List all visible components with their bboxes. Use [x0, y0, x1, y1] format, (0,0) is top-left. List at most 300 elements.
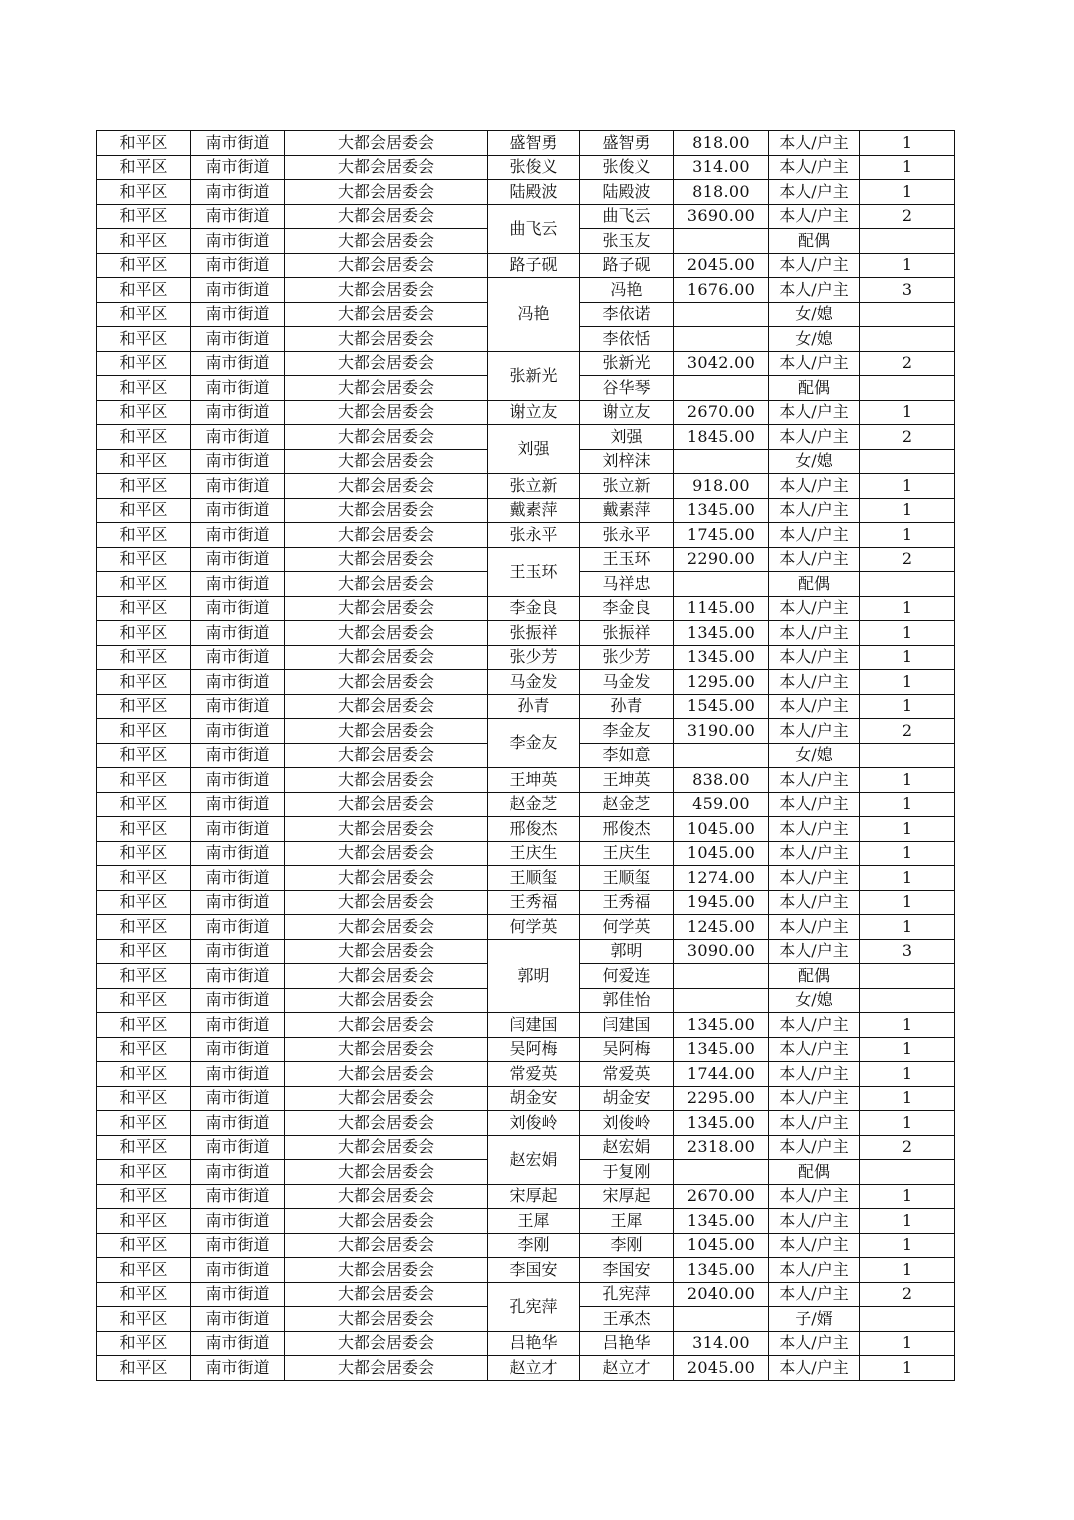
- committee-cell: 大都会居委会: [285, 1086, 488, 1111]
- district-cell: 和平区: [97, 1356, 191, 1381]
- count-cell: [860, 1307, 955, 1332]
- household-head-cell: 冯艳: [488, 278, 580, 352]
- count-cell: 1: [860, 1086, 955, 1111]
- count-cell: 1: [860, 596, 955, 621]
- member-name-cell: 李刚: [580, 1233, 674, 1258]
- relation-cell: 本人/户主: [769, 425, 860, 450]
- amount-cell: 1345.00: [674, 645, 769, 670]
- relation-cell: 本人/户主: [769, 670, 860, 695]
- member-name-cell: 赵宏娟: [580, 1135, 674, 1160]
- count-cell: [860, 327, 955, 352]
- amount-cell: 2670.00: [674, 400, 769, 425]
- member-name-cell: 吴阿梅: [580, 1037, 674, 1062]
- committee-cell: 大都会居委会: [285, 1013, 488, 1038]
- district-cell: 和平区: [97, 327, 191, 352]
- committee-cell: 大都会居委会: [285, 351, 488, 376]
- count-cell: 1: [860, 400, 955, 425]
- amount-cell: 1045.00: [674, 817, 769, 842]
- district-cell: 和平区: [97, 1160, 191, 1185]
- amount-cell: [674, 743, 769, 768]
- committee-cell: 大都会居委会: [285, 915, 488, 940]
- relation-cell: 本人/户主: [769, 1037, 860, 1062]
- count-cell: 1: [860, 1209, 955, 1234]
- count-cell: 2: [860, 351, 955, 376]
- relation-cell: 本人/户主: [769, 621, 860, 646]
- household-head-cell: 李刚: [488, 1233, 580, 1258]
- district-cell: 和平区: [97, 400, 191, 425]
- committee-cell: 大都会居委会: [285, 1258, 488, 1283]
- table-row: [97, 547, 955, 572]
- count-cell: [860, 743, 955, 768]
- district-cell: 和平区: [97, 498, 191, 523]
- street-cell: 南市街道: [191, 621, 285, 646]
- relation-cell: 配偶: [769, 1160, 860, 1185]
- street-cell: 南市街道: [191, 229, 285, 254]
- count-cell: 1: [860, 498, 955, 523]
- relation-cell: 本人/户主: [769, 498, 860, 523]
- count-cell: 1: [860, 694, 955, 719]
- household-head-cell: 何学英: [488, 915, 580, 940]
- amount-cell: 2040.00: [674, 1282, 769, 1307]
- member-name-cell: 郭明: [580, 939, 674, 964]
- street-cell: 南市街道: [191, 327, 285, 352]
- amount-cell: [674, 1160, 769, 1185]
- table-row: [97, 1135, 955, 1160]
- member-name-cell: 马金发: [580, 670, 674, 695]
- amount-cell: 1745.00: [674, 523, 769, 548]
- member-name-cell: 王坤英: [580, 768, 674, 793]
- committee-cell: 大都会居委会: [285, 817, 488, 842]
- relation-cell: 本人/户主: [769, 1233, 860, 1258]
- member-name-cell: 谢立友: [580, 400, 674, 425]
- street-cell: 南市街道: [191, 988, 285, 1013]
- member-name-cell: 李金良: [580, 596, 674, 621]
- table-row: [97, 621, 955, 646]
- relation-cell: 女/媳: [769, 302, 860, 327]
- member-name-cell: 张振祥: [580, 621, 674, 646]
- street-cell: 南市街道: [191, 400, 285, 425]
- committee-cell: 大都会居委会: [285, 743, 488, 768]
- amount-cell: 314.00: [674, 155, 769, 180]
- committee-cell: 大都会居委会: [285, 523, 488, 548]
- district-cell: 和平区: [97, 474, 191, 499]
- street-cell: 南市街道: [191, 866, 285, 891]
- count-cell: 1: [860, 180, 955, 205]
- household-head-cell: 张振祥: [488, 621, 580, 646]
- member-name-cell: 胡金安: [580, 1086, 674, 1111]
- table-row: [97, 1086, 955, 1111]
- committee-cell: 大都会居委会: [285, 204, 488, 229]
- amount-cell: [674, 964, 769, 989]
- member-name-cell: 张立新: [580, 474, 674, 499]
- committee-cell: 大都会居委会: [285, 1282, 488, 1307]
- relation-cell: 配偶: [769, 964, 860, 989]
- member-name-cell: 盛智勇: [580, 131, 674, 156]
- table-row: [97, 670, 955, 695]
- amount-cell: 2045.00: [674, 253, 769, 278]
- relation-cell: 本人/户主: [769, 792, 860, 817]
- table-row: [97, 1356, 955, 1381]
- committee-cell: 大都会居委会: [285, 1233, 488, 1258]
- district-cell: 和平区: [97, 204, 191, 229]
- household-head-cell: 路子砚: [488, 253, 580, 278]
- count-cell: [860, 302, 955, 327]
- table-row: [97, 1184, 955, 1209]
- table-row: [97, 180, 955, 205]
- table-row: [97, 523, 955, 548]
- member-name-cell: 陆殿波: [580, 180, 674, 205]
- household-head-cell: 张俊义: [488, 155, 580, 180]
- district-cell: 和平区: [97, 694, 191, 719]
- street-cell: 南市街道: [191, 449, 285, 474]
- member-name-cell: 李金友: [580, 719, 674, 744]
- amount-cell: 1045.00: [674, 1233, 769, 1258]
- amount-cell: 1274.00: [674, 866, 769, 891]
- district-cell: 和平区: [97, 1037, 191, 1062]
- count-cell: 3: [860, 939, 955, 964]
- table-row: [97, 1258, 955, 1283]
- street-cell: 南市街道: [191, 694, 285, 719]
- amount-cell: 1845.00: [674, 425, 769, 450]
- district-cell: 和平区: [97, 302, 191, 327]
- district-cell: 和平区: [97, 278, 191, 303]
- amount-cell: 1676.00: [674, 278, 769, 303]
- member-name-cell: 何学英: [580, 915, 674, 940]
- district-cell: 和平区: [97, 817, 191, 842]
- committee-cell: 大都会居委会: [285, 890, 488, 915]
- street-cell: 南市街道: [191, 670, 285, 695]
- amount-cell: 2290.00: [674, 547, 769, 572]
- member-name-cell: 张新光: [580, 351, 674, 376]
- street-cell: 南市街道: [191, 253, 285, 278]
- street-cell: 南市街道: [191, 155, 285, 180]
- relation-cell: 本人/户主: [769, 890, 860, 915]
- member-name-cell: 王秀福: [580, 890, 674, 915]
- district-cell: 和平区: [97, 1184, 191, 1209]
- district-cell: 和平区: [97, 253, 191, 278]
- household-head-cell: 李金友: [488, 719, 580, 768]
- member-name-cell: 刘俊岭: [580, 1111, 674, 1136]
- district-cell: 和平区: [97, 841, 191, 866]
- count-cell: 1: [860, 1184, 955, 1209]
- amount-cell: 1345.00: [674, 1209, 769, 1234]
- count-cell: 1: [860, 841, 955, 866]
- district-cell: 和平区: [97, 988, 191, 1013]
- relation-cell: 本人/户主: [769, 180, 860, 205]
- relation-cell: 本人/户主: [769, 253, 860, 278]
- count-cell: [860, 1160, 955, 1185]
- district-cell: 和平区: [97, 351, 191, 376]
- table-row: [97, 278, 955, 303]
- relation-cell: 本人/户主: [769, 939, 860, 964]
- committee-cell: 大都会居委会: [285, 376, 488, 401]
- amount-cell: 818.00: [674, 180, 769, 205]
- district-cell: 和平区: [97, 1307, 191, 1332]
- table-row: [97, 915, 955, 940]
- committee-cell: 大都会居委会: [285, 1331, 488, 1356]
- member-name-cell: 李依诺: [580, 302, 674, 327]
- relation-cell: 本人/户主: [769, 351, 860, 376]
- count-cell: [860, 988, 955, 1013]
- household-head-cell: 邢俊杰: [488, 817, 580, 842]
- household-head-cell: 马金发: [488, 670, 580, 695]
- relation-cell: 本人/户主: [769, 1184, 860, 1209]
- amount-cell: [674, 1307, 769, 1332]
- committee-cell: 大都会居委会: [285, 547, 488, 572]
- count-cell: [860, 964, 955, 989]
- relation-cell: 女/媳: [769, 743, 860, 768]
- household-head-cell: 孙青: [488, 694, 580, 719]
- street-cell: 南市街道: [191, 1282, 285, 1307]
- household-head-cell: 宋厚起: [488, 1184, 580, 1209]
- relation-cell: 子/婿: [769, 1307, 860, 1332]
- amount-cell: [674, 988, 769, 1013]
- relation-cell: 配偶: [769, 572, 860, 597]
- relation-cell: 本人/户主: [769, 817, 860, 842]
- street-cell: 南市街道: [191, 425, 285, 450]
- district-cell: 和平区: [97, 1013, 191, 1038]
- member-name-cell: 王承杰: [580, 1307, 674, 1332]
- count-cell: 1: [860, 1111, 955, 1136]
- relation-cell: 本人/户主: [769, 694, 860, 719]
- committee-cell: 大都会居委会: [285, 474, 488, 499]
- count-cell: [860, 572, 955, 597]
- district-cell: 和平区: [97, 1282, 191, 1307]
- household-head-cell: 盛智勇: [488, 131, 580, 156]
- committee-cell: 大都会居委会: [285, 229, 488, 254]
- household-head-cell: 吴阿梅: [488, 1037, 580, 1062]
- street-cell: 南市街道: [191, 645, 285, 670]
- member-name-cell: 路子砚: [580, 253, 674, 278]
- count-cell: 1: [860, 792, 955, 817]
- household-head-cell: 戴素萍: [488, 498, 580, 523]
- amount-cell: 1345.00: [674, 621, 769, 646]
- table-row: [97, 253, 955, 278]
- relation-cell: 本人/户主: [769, 400, 860, 425]
- street-cell: 南市街道: [191, 792, 285, 817]
- committee-cell: 大都会居委会: [285, 694, 488, 719]
- street-cell: 南市街道: [191, 939, 285, 964]
- street-cell: 南市街道: [191, 1160, 285, 1185]
- member-name-cell: 孔宪萍: [580, 1282, 674, 1307]
- table-row: [97, 400, 955, 425]
- committee-cell: 大都会居委会: [285, 327, 488, 352]
- count-cell: 2: [860, 204, 955, 229]
- relation-cell: 本人/户主: [769, 547, 860, 572]
- table-row: [97, 1209, 955, 1234]
- count-cell: 1: [860, 915, 955, 940]
- amount-cell: 3042.00: [674, 351, 769, 376]
- street-cell: 南市街道: [191, 841, 285, 866]
- street-cell: 南市街道: [191, 180, 285, 205]
- household-head-cell: 张少芳: [488, 645, 580, 670]
- relation-cell: 本人/户主: [769, 645, 860, 670]
- district-cell: 和平区: [97, 792, 191, 817]
- member-name-cell: 刘强: [580, 425, 674, 450]
- relation-cell: 配偶: [769, 229, 860, 254]
- district-cell: 和平区: [97, 131, 191, 156]
- amount-cell: [674, 376, 769, 401]
- relation-cell: 本人/户主: [769, 915, 860, 940]
- table-row: [97, 719, 955, 744]
- table-row: [97, 596, 955, 621]
- member-name-cell: 刘梓沫: [580, 449, 674, 474]
- relation-cell: 配偶: [769, 376, 860, 401]
- street-cell: 南市街道: [191, 890, 285, 915]
- district-cell: 和平区: [97, 1135, 191, 1160]
- street-cell: 南市街道: [191, 596, 285, 621]
- amount-cell: 1345.00: [674, 1013, 769, 1038]
- table-row: [97, 204, 955, 229]
- member-name-cell: 李依恬: [580, 327, 674, 352]
- household-head-cell: 刘俊岭: [488, 1111, 580, 1136]
- amount-cell: 838.00: [674, 768, 769, 793]
- district-cell: 和平区: [97, 425, 191, 450]
- district-cell: 和平区: [97, 449, 191, 474]
- member-name-cell: 张俊义: [580, 155, 674, 180]
- table-row: [97, 694, 955, 719]
- table-row: [97, 155, 955, 180]
- street-cell: 南市街道: [191, 1258, 285, 1283]
- street-cell: 南市街道: [191, 498, 285, 523]
- table-row: [97, 498, 955, 523]
- relation-cell: 本人/户主: [769, 1356, 860, 1381]
- household-head-cell: 孔宪萍: [488, 1282, 580, 1331]
- committee-cell: 大都会居委会: [285, 1209, 488, 1234]
- committee-cell: 大都会居委会: [285, 621, 488, 646]
- district-cell: 和平区: [97, 1258, 191, 1283]
- committee-cell: 大都会居委会: [285, 155, 488, 180]
- street-cell: 南市街道: [191, 1209, 285, 1234]
- member-name-cell: 张玉友: [580, 229, 674, 254]
- street-cell: 南市街道: [191, 1062, 285, 1087]
- committee-cell: 大都会居委会: [285, 841, 488, 866]
- street-cell: 南市街道: [191, 547, 285, 572]
- district-cell: 和平区: [97, 964, 191, 989]
- street-cell: 南市街道: [191, 572, 285, 597]
- amount-cell: 3090.00: [674, 939, 769, 964]
- street-cell: 南市街道: [191, 1307, 285, 1332]
- district-cell: 和平区: [97, 939, 191, 964]
- table-row: [97, 1037, 955, 1062]
- count-cell: [860, 449, 955, 474]
- household-head-cell: 吕艳华: [488, 1331, 580, 1356]
- committee-cell: 大都会居委会: [285, 131, 488, 156]
- household-head-cell: 王顺玺: [488, 866, 580, 891]
- table-row: [97, 1111, 955, 1136]
- member-name-cell: 孙青: [580, 694, 674, 719]
- count-cell: 1: [860, 645, 955, 670]
- relation-cell: 本人/户主: [769, 278, 860, 303]
- committee-cell: 大都会居委会: [285, 645, 488, 670]
- district-cell: 和平区: [97, 572, 191, 597]
- count-cell: 1: [860, 131, 955, 156]
- table-row: [97, 792, 955, 817]
- member-name-cell: 王庆生: [580, 841, 674, 866]
- street-cell: 南市街道: [191, 817, 285, 842]
- count-cell: 1: [860, 523, 955, 548]
- member-name-cell: 戴素萍: [580, 498, 674, 523]
- street-cell: 南市街道: [191, 1013, 285, 1038]
- street-cell: 南市街道: [191, 743, 285, 768]
- member-name-cell: 冯艳: [580, 278, 674, 303]
- committee-cell: 大都会居委会: [285, 988, 488, 1013]
- count-cell: 1: [860, 1013, 955, 1038]
- district-cell: 和平区: [97, 155, 191, 180]
- table-row: [97, 1062, 955, 1087]
- street-cell: 南市街道: [191, 1331, 285, 1356]
- district-cell: 和平区: [97, 743, 191, 768]
- household-head-cell: 张永平: [488, 523, 580, 548]
- table-row: [97, 1331, 955, 1356]
- committee-cell: 大都会居委会: [285, 400, 488, 425]
- committee-cell: 大都会居委会: [285, 498, 488, 523]
- table-row: [97, 841, 955, 866]
- committee-cell: 大都会居委会: [285, 1135, 488, 1160]
- district-cell: 和平区: [97, 621, 191, 646]
- amount-cell: 2295.00: [674, 1086, 769, 1111]
- street-cell: 南市街道: [191, 1356, 285, 1381]
- household-table: [96, 130, 955, 1381]
- district-cell: 和平区: [97, 1331, 191, 1356]
- count-cell: 3: [860, 278, 955, 303]
- committee-cell: 大都会居委会: [285, 670, 488, 695]
- member-name-cell: 李如意: [580, 743, 674, 768]
- table-row: [97, 425, 955, 450]
- count-cell: 1: [860, 1356, 955, 1381]
- street-cell: 南市街道: [191, 915, 285, 940]
- street-cell: 南市街道: [191, 376, 285, 401]
- count-cell: 1: [860, 1062, 955, 1087]
- member-name-cell: 宋厚起: [580, 1184, 674, 1209]
- relation-cell: 本人/户主: [769, 1331, 860, 1356]
- district-cell: 和平区: [97, 866, 191, 891]
- household-head-cell: 王坤英: [488, 768, 580, 793]
- household-head-cell: 赵金芝: [488, 792, 580, 817]
- amount-cell: 3690.00: [674, 204, 769, 229]
- amount-cell: 1245.00: [674, 915, 769, 940]
- member-name-cell: 吕艳华: [580, 1331, 674, 1356]
- relation-cell: 本人/户主: [769, 1258, 860, 1283]
- relation-cell: 本人/户主: [769, 155, 860, 180]
- member-name-cell: 王犀: [580, 1209, 674, 1234]
- table-row: [97, 890, 955, 915]
- amount-cell: 1345.00: [674, 1037, 769, 1062]
- household-head-cell: 常爱英: [488, 1062, 580, 1087]
- relation-cell: 本人/户主: [769, 474, 860, 499]
- street-cell: 南市街道: [191, 204, 285, 229]
- district-cell: 和平区: [97, 523, 191, 548]
- table-row: [97, 1013, 955, 1038]
- committee-cell: 大都会居委会: [285, 1184, 488, 1209]
- member-name-cell: 张少芳: [580, 645, 674, 670]
- amount-cell: 1345.00: [674, 1258, 769, 1283]
- amount-cell: 1295.00: [674, 670, 769, 695]
- district-cell: 和平区: [97, 547, 191, 572]
- district-cell: 和平区: [97, 1111, 191, 1136]
- district-cell: 和平区: [97, 1209, 191, 1234]
- committee-cell: 大都会居委会: [285, 1160, 488, 1185]
- amount-cell: [674, 327, 769, 352]
- street-cell: 南市街道: [191, 278, 285, 303]
- household-head-cell: 王秀福: [488, 890, 580, 915]
- count-cell: [860, 229, 955, 254]
- amount-cell: [674, 302, 769, 327]
- table-row: [97, 866, 955, 891]
- count-cell: 1: [860, 621, 955, 646]
- amount-cell: 1744.00: [674, 1062, 769, 1087]
- committee-cell: 大都会居委会: [285, 1037, 488, 1062]
